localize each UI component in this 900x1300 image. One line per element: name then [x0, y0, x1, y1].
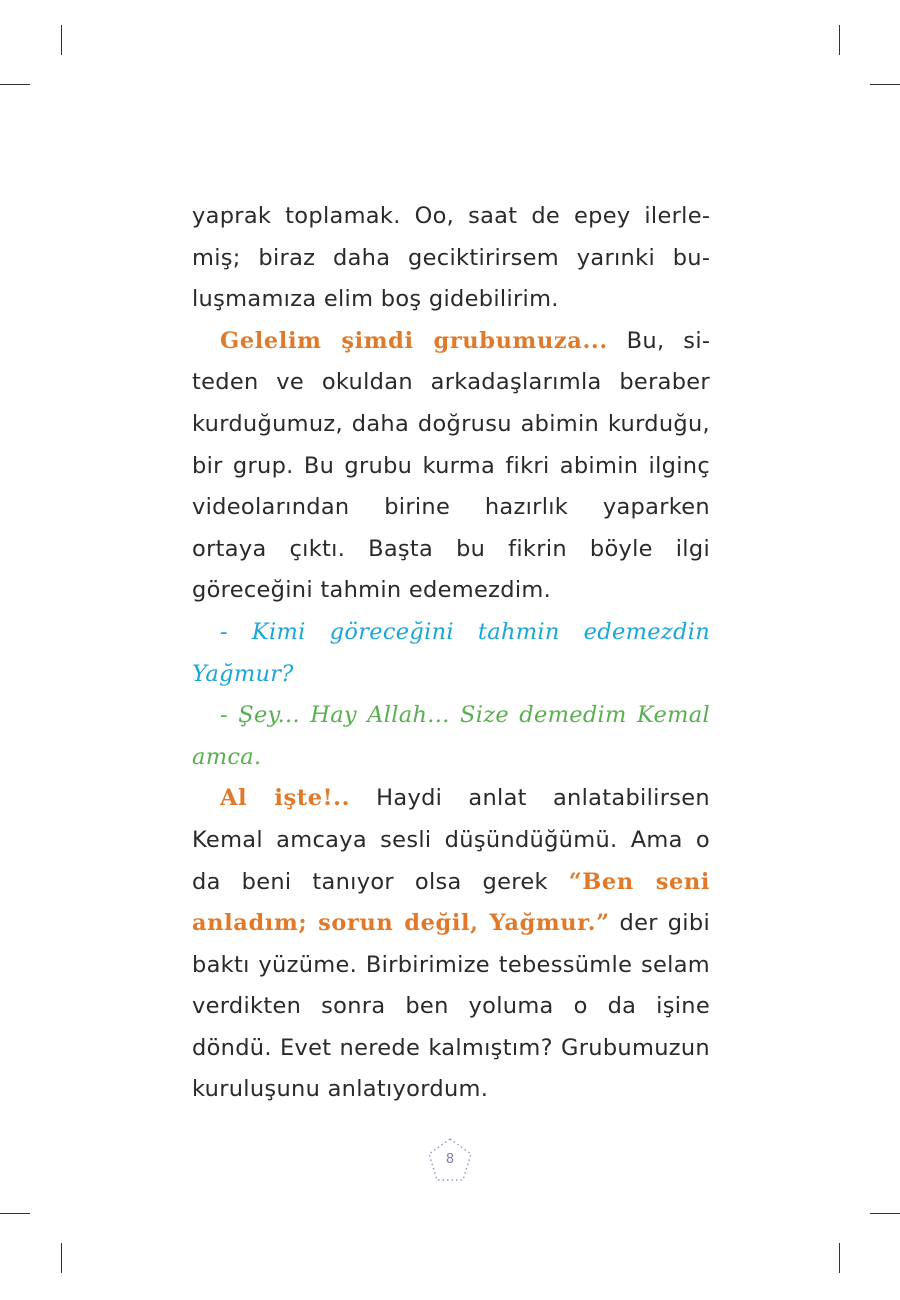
crop-mark-top-left-horizontal [0, 84, 30, 85]
page-number-badge [425, 1135, 475, 1185]
dialog-line-green [192, 695, 710, 778]
crop-mark-top-left-vertical [61, 25, 62, 55]
paragraph-1-text: yaprak toplamak. Oo, saat de epey ilerlemiş; biraz daha geciktirirsem yarınki buluşmamıza elim boş gidebilirim. [192, 203, 710, 313]
paragraph-5-text-a: Haydi anlat anlatabilirsen Kemal amcaya sesli düşündüğümü. Ama o da beni tanıyor olsa gerek [192, 785, 710, 895]
paragraph-2-text: Bu, siteden ve okuldan arkadaşlarımla beraber kurduğumuz, daha doğrusu abimin kurduğu, bir grup. Bu grubu kurma fikri abimin ilginç videolarından birine hazırlık yaparken ortaya çıktı. Başta bu fikrin böyle ilgi göreceğini tahmin edemezdim. [192, 327, 710, 604]
dialog-blue-text: - Kimi göreceğini tahmin edemezdin Yağmur? [192, 618, 710, 687]
paragraph-5-text-b: der gibi baktı yüzüme. Birbirimize tebessümle selam verdikten sonra ben yoluma o da işine döndü. Evet nerede kalmıştım? Grubumuzun kuruluşunu anlatıyordum. [192, 910, 710, 1103]
crop-mark-top-right-vertical [839, 25, 840, 55]
crop-mark-bottom-right-horizontal [870, 1213, 900, 1214]
page-number: 8 [445, 1152, 455, 1167]
highlight-quote: “Ben seni anladım; sorun değil, Yağmur.” [192, 868, 710, 937]
body-text [192, 196, 710, 1111]
highlight-heading: Gelelim şimdi grubumuza... [220, 327, 608, 354]
crop-mark-bottom-right-vertical [839, 1243, 840, 1273]
highlight-exclaim: Al işte!.. [220, 785, 351, 812]
dialog-line-blue [192, 612, 710, 695]
crop-mark-top-right-horizontal [870, 84, 900, 85]
paragraph-2 [192, 321, 710, 612]
crop-mark-bottom-left-horizontal [0, 1213, 30, 1214]
paragraph-5 [192, 778, 710, 1111]
paragraph-1 [192, 196, 710, 321]
crop-mark-bottom-left-vertical [61, 1243, 62, 1273]
dialog-green-text: - Şey... Hay Allah... Size demedim Kemal amca. [192, 702, 710, 770]
